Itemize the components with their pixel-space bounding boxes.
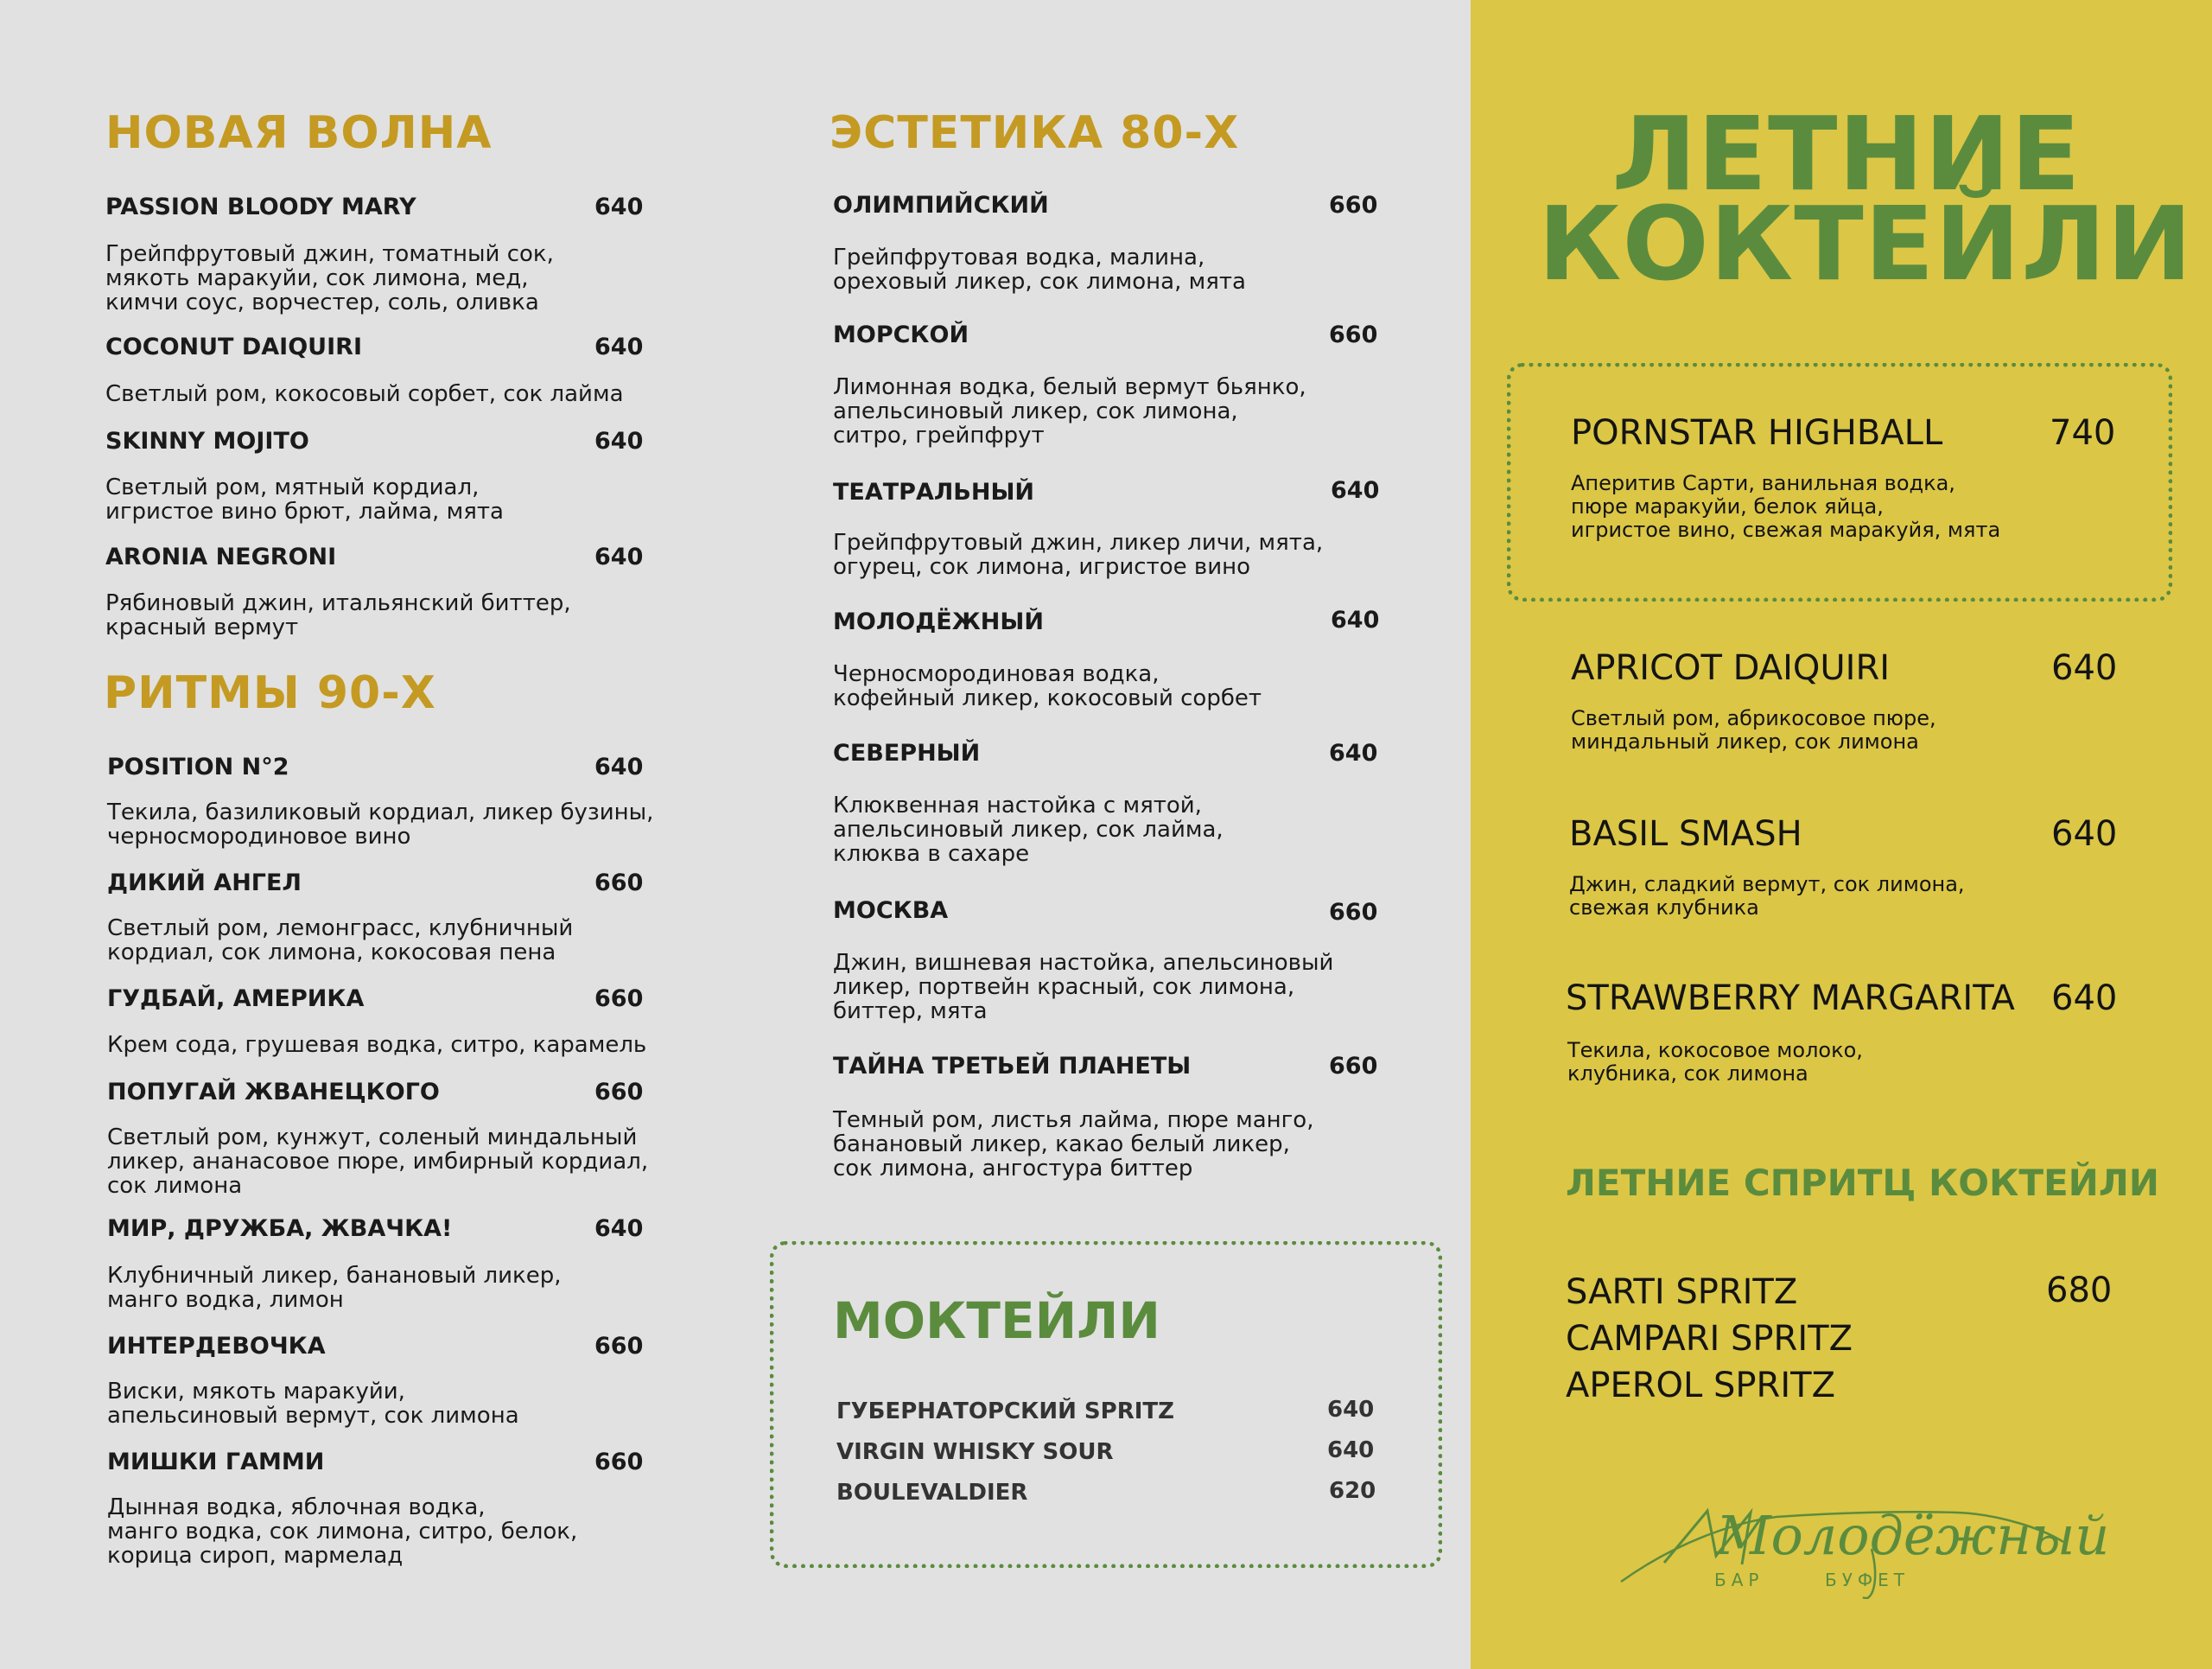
spritz-name: CAMPARI SPRITZ [1566, 1319, 1853, 1359]
summer-cocktail-description: Текила, кокосовое молоко, клубника, сок лимона [1567, 1038, 1863, 1086]
summer-cocktail-price: 640 [2051, 978, 2118, 1018]
menu-item-description: Текила, базиликовый кордиал, ликер бузины, черносмородиновое вино [107, 799, 654, 850]
menu-item-name: SKINNY MOJITO [105, 428, 309, 455]
menu-item-price: 660 [594, 1333, 644, 1360]
logo-bar-label: БАР [1714, 1570, 1764, 1590]
menu-item-price: 660 [1329, 192, 1378, 219]
menu-item-description: Клюквенная настойка с мятой, апельсиновый ликер, сок лайма, клюква в сахаре [833, 793, 1224, 867]
menu-item-price: 640 [594, 428, 644, 455]
menu-item-price: 640 [1331, 477, 1380, 504]
menu-item-price: 660 [594, 1079, 644, 1105]
menu-item-price: 660 [594, 1449, 644, 1475]
menu-item-description: Темный ром, листья лайма, пюре манго, банановый ликер, какао белый ликер, сок лимона, ангостура биттер [833, 1107, 1314, 1182]
summer-cocktail-name: APRICOT DAIQUIRI [1571, 648, 1891, 688]
menu-item-description: Рябиновый джин, итальянский биттер, красный вермут [105, 590, 571, 640]
menu-item-description: Клубничный ликер, банановый ликер, манго водка, лимон [107, 1263, 562, 1313]
menu-item-name: МИР, ДРУЖБА, ЖВАЧКА! [107, 1215, 453, 1242]
summer-cocktail-price: 640 [2051, 648, 2118, 688]
menu-item-description: Джин, вишневая настойка, апельсиновый ликер, портвейн красный, сок лимона, биттер, мята [833, 950, 1334, 1024]
mocktail-name: ГУБЕРНАТОРСКИЙ SPRITZ [836, 1398, 1174, 1424]
menu-item-name: PASSION BLOODY MARY [105, 194, 416, 220]
menu-item-name: ПОПУГАЙ ЖВАНЕЦКОГО [107, 1079, 440, 1105]
menu-item-name: ARONIA NEGRONI [105, 544, 337, 570]
menu-item-name: МОСКВА [833, 897, 949, 924]
section-title-rhythms-90s: РИТМЫ 90-Х [104, 667, 436, 719]
section-title-new-wave: НОВАЯ ВОЛНА [105, 107, 493, 159]
menu-item-price: 640 [594, 754, 644, 780]
menu-item-name: COCONUT DAIQUIRI [105, 334, 362, 360]
menu-item-price: 660 [594, 870, 644, 896]
menu-item-description: Светлый ром, кокосовый сорбет, сок лайма [105, 381, 624, 407]
mocktail-price: 640 [1327, 1437, 1375, 1463]
menu-item-price: 660 [1329, 899, 1378, 926]
mocktails-title: МОКТЕЙЛИ [833, 1291, 1160, 1350]
summer-cocktail-description: Светлый ром, абрикосовое пюре, миндальный ликер, сок лимона [1571, 706, 1936, 754]
menu-item-description: Черносмородиновая водка, кофейный ликер, кокосовый сорбет [833, 661, 1262, 711]
logo-buffet-label: БУФЕТ [1825, 1570, 1910, 1590]
mocktail-price: 640 [1327, 1397, 1375, 1423]
menu-item-price: 640 [594, 194, 644, 220]
menu-item-description: Светлый ром, кунжут, соленый миндальный ликер, ананасовое пюре, имбирный кордиал, сок лимона [107, 1124, 649, 1199]
section-title-aesthetics-80s: ЭСТЕТИКА 80-Х [830, 107, 1240, 159]
menu-item-price: 660 [1329, 322, 1378, 348]
mocktail-name: BOULEVALDIER [836, 1480, 1028, 1506]
summer-cocktail-name: STRAWBERRY MARGARITA [1566, 978, 2015, 1018]
spritz-name: SARTI SPRITZ [1566, 1272, 1798, 1312]
logo-script-text: Молодёжный [1716, 1504, 2110, 1567]
spritz-name: APEROL SPRITZ [1566, 1366, 1835, 1405]
summer-cocktails-title: ЛЕТНИЕ КОКТЕЙЛИ [1538, 94, 2193, 303]
bar-logo [1612, 1487, 2110, 1599]
menu-item-name: ТЕАТРАЛЬНЫЙ [833, 479, 1035, 506]
menu-item-name: ГУДБАЙ, АМЕРИКА [107, 985, 365, 1012]
menu-item-name: ТАЙНА ТРЕТЬЕЙ ПЛАНЕТЫ [833, 1053, 1192, 1080]
menu-item-description: Светлый ром, мятный кордиал, игристое вино брют, лайма, мята [105, 475, 504, 525]
menu-item-price: 640 [594, 1215, 644, 1242]
mocktail-name: VIRGIN WHISKY SOUR [836, 1439, 1114, 1465]
featured-cocktail-name: PORNSTAR HIGHBALL [1571, 413, 1943, 453]
featured-cocktail-price: 740 [2050, 413, 2116, 453]
menu-item-name: ИНТЕРДЕВОЧКА [107, 1333, 326, 1360]
menu-item-description: Виски, мякоть маракуйи, апельсиновый вермут, сок лимона [107, 1379, 519, 1429]
menu-item-name: МИШКИ ГАММИ [107, 1449, 325, 1475]
menu-item-price: 640 [1331, 607, 1380, 634]
menu-item-name: СЕВЕРНЫЙ [833, 740, 981, 767]
menu-item-price: 660 [594, 985, 644, 1012]
menu-item-description: Грейпфрутовый джин, ликер личи, мята, огурец, сок лимона, игристое вино [833, 530, 1324, 580]
summer-spritz-title: ЛЕТНИЕ СПРИТЦ КОКТЕЙЛИ [1566, 1162, 2159, 1204]
summer-cocktail-name: BASIL SMASH [1569, 814, 1802, 854]
menu-item-price: 640 [594, 334, 644, 360]
menu-item-price: 640 [1329, 740, 1378, 767]
menu-item-name: МОЛОДЁЖНЫЙ [833, 608, 1044, 635]
menu-item-price: 640 [594, 544, 644, 570]
menu-item-description: Лимонная водка, белый вермут бьянко, апельсиновый ликер, сок лимона, ситро, грейпфрут [833, 374, 1306, 449]
mocktail-price: 620 [1329, 1478, 1376, 1504]
summer-cocktail-description: Джин, сладкий вермут, сок лимона, свежая клубника [1569, 872, 1965, 920]
menu-item-price: 660 [1329, 1053, 1378, 1080]
menu-item-description: Грейпфрутовый джин, томатный сок, мякоть маракуйи, сок лимона, мед, кимчи соус, ворчестер, соль, оливка [105, 241, 554, 315]
menu-item-description: Дынная водка, яблочная водка, манго водка, сок лимона, ситро, белок, корица сироп, мармелад [107, 1494, 578, 1569]
menu-item-name: ДИКИЙ АНГЕЛ [107, 870, 302, 896]
menu-item-description: Крем сода, грушевая водка, ситро, карамель [107, 1032, 647, 1058]
featured-cocktail-description: Аперитив Сарти, ванильная водка, пюре маракуйи, белок яйца, игристое вино, свежая маракуйя, мята [1571, 471, 2001, 542]
menu-item-description: Светлый ром, лемонграсс, клубничный кордиал, сок лимона, кокосовая пена [107, 915, 574, 965]
menu-item-name: POSITION N°2 [107, 754, 289, 780]
menu-item-description: Грейпфрутовая водка, малина, ореховый ликер, сок лимона, мята [833, 245, 1246, 295]
menu-item-name: ОЛИМПИЙСКИЙ [833, 192, 1049, 219]
menu-item-name: МОРСКОЙ [833, 322, 969, 348]
spritz-price: 680 [2046, 1271, 2113, 1310]
summer-cocktail-price: 640 [2051, 814, 2118, 854]
